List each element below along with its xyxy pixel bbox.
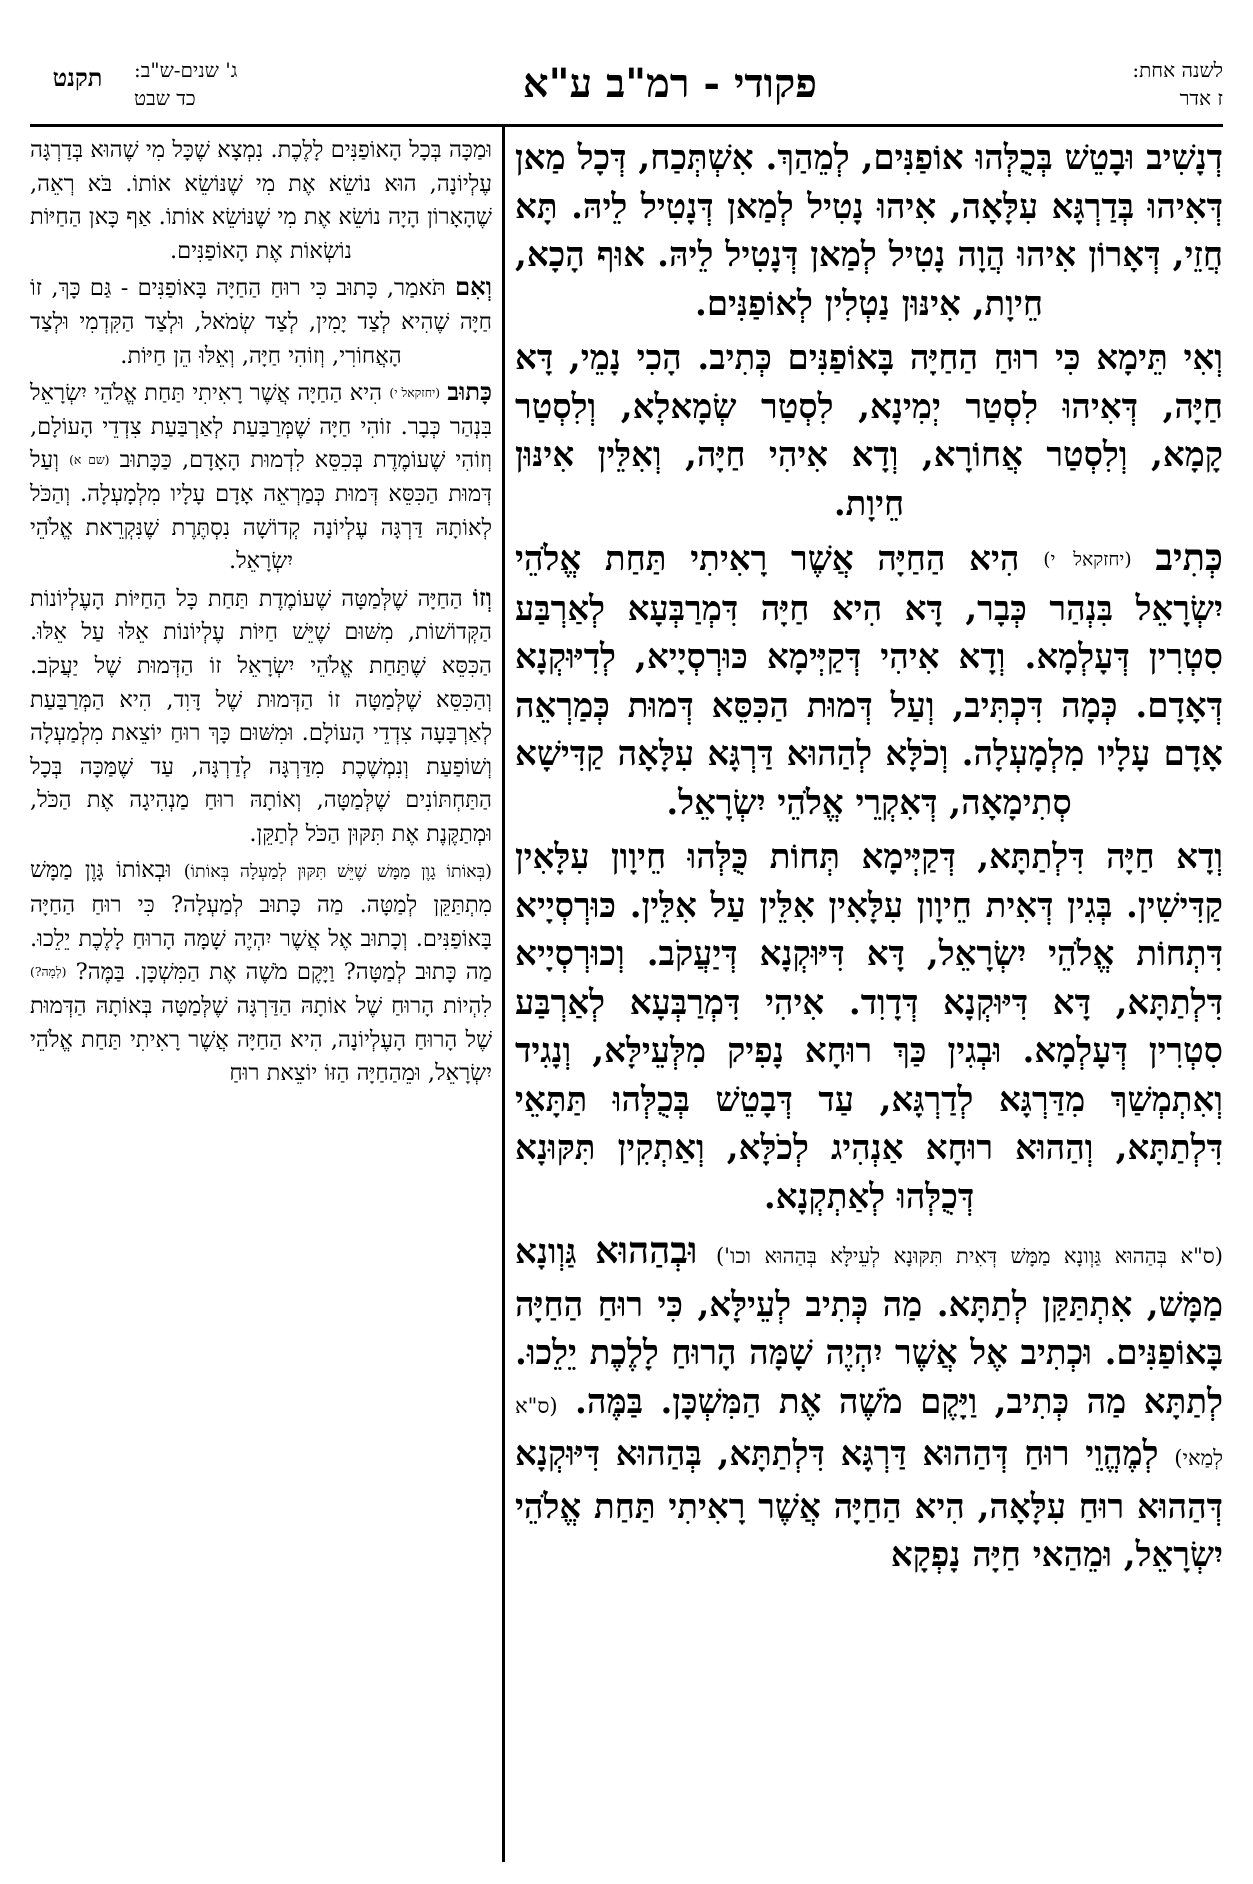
translation-paragraph bbox=[30, 854, 492, 1091]
variant-note: (ס"א בְּהַהוּא גַּוְונָא מַמָּשׁ דְּאִית תִּקּוּנָא לְעֵילָּא בְּהַהוּא וכו') bbox=[715, 1243, 1223, 1269]
main-paragraph: וְדָא חַיָּה דִּלְתַתָּא, דְּקַיְּימָא תְּחוֹת כֻּלְּהוּ חֵיוָון עִלָּאִין קַדִּישִׁין. בְּגִין דְּאִית חֵיוָון עִלָּאִין אִלֵּין עַל אִלֵּין. כּוּרְסְיָיא דִּתְחוֹת אֱלֹהֵי יִשְׂרָאֵל, דָּא דִּיּוּקְנָא דְּיַעֲקֹב. וְכוּרְסְיָיא דִּלְתַתָּא, דָּא דִּיּוּקְנָא דְּדָוִד. אִיהִי דִּמְרַבְּעָא לְאַרְבַּע סִטְרִין דְּעָלְמָא. וּבְגִין כַּךְ רוּחָא נָפִיק מִלְּעֵילָּא, וְנָגִיד וְאִתְמְשַׁךְ מִדַּרְגָּא לְדַרְגָּא, עַד דְּבָטֵשׁ בְּכֻלְּהוּ תַּתָּאֵי דִּלְתַתָּא, וְהַהוּא רוּחָא אַנְהִיג לְכֹלָּא, וְאַתְקִין תִּקּוּנָא דְּכֻלְּהוּ לְאַתְקְנָא. bbox=[515, 837, 1223, 1217]
aramaic-text-column bbox=[515, 134, 1223, 1586]
paragraph-text: הִיא הַחַיָּה אֲשֶׁר רָאִיתִי תַּחַת אֱלֹהֵי יִשְׂרָאֵל בִּנְהַר כְּבָר. זוֹהִי חַיָּה שֶׁמְּרַבַּעַת לְאַרְבַּעַת צִדְדֵי הָעוֹלָם, וְזוֹהִי שֶׁעוֹמֶדֶת בְּכִסֵּא לִדְמוּת הָאָדָם, כַּכָּתוּב bbox=[30, 380, 493, 474]
page bbox=[30, 52, 1223, 1862]
lead-word: כָּתוּב bbox=[447, 377, 492, 407]
page-number: תקנט bbox=[52, 63, 103, 92]
lead-word: כְּתִיב bbox=[1155, 536, 1224, 579]
page-header bbox=[30, 52, 1223, 124]
three-year-schedule-date: כד שבט bbox=[134, 86, 196, 110]
paragraph-text: לִהְיוֹת הָרוּחַ שֶׁל אוֹתָהּ הַדַּרְגָּה שֶׁלְּמַטָּה בְּאוֹתָהּ הַדְּמוּת שֶׁל הָרוּחַ הָעֶלְיוֹנָה, הִיא הַחַיָּה אֲשֶׁר רָאִיתִי תַּחַת אֱלֹהֵי יִשְׂרָאֵל, וּמֵהַחַיָּה הַזּוֹ יוֹצֵאת רוּחַ bbox=[30, 993, 492, 1087]
yearly-schedule-label bbox=[1063, 56, 1223, 112]
translation-paragraph bbox=[30, 270, 492, 373]
variant-note: (בְּאוֹתוֹ גָוֶן מַמָּשׁ שֶׁיֵּשׁ תִּקּוּן לְמַעְלָה בְּאוֹתוֹ) bbox=[183, 861, 492, 882]
paragraph-text: תֹּאמַר, כָּתוּב כִּי רוּחַ הַחַיָּה בָּאוֹפַנִּים - גַּם כָּךְ, זוֹ חַיָּה שֶׁהִיא לְצַד יָמִין, לְצַד שְׂמֹאל, וּלְצַד הַקִּדְמִי וּלְצַד הָאֲחוֹרִי, וְזוֹהִי חַיָּה, וְאֵלּוּ הֵן חַיּוֹת. bbox=[30, 275, 492, 369]
three-year-schedule-label bbox=[134, 56, 344, 112]
page-title: פקודי - רמ"ב ע"א bbox=[522, 60, 818, 107]
verse-reference: (יחזקאל י) bbox=[389, 386, 441, 401]
main-paragraph bbox=[515, 1227, 1223, 1580]
main-paragraph bbox=[515, 534, 1223, 827]
translation-paragraph bbox=[30, 375, 492, 579]
paragraph-text: הִיא הַחַיָּה אֲשֶׁר רָאִיתִי תַּחַת אֱלֹהֵי יִשְׂרָאֵל בִּנְהַר כְּבָר, דָּא הִיא חַיָּה דִּמְרַבְּעָא לְאַרְבַּע סִטְרִין דְּעָלְמָא. וְדָא אִיהִי דְּקַיְּימָא כּוּרְסְיָיא, לְדִיּוּקְנָא דְּאָדָם. כְּמָה דִּכְתִּיב, וְעַל דְּמוּת הַכִּסֵּא דְּמוּת כְּמַרְאֵה אָדָם עָלָיו מִלְמָעְלָה. וְכֹלָּא לְהַהוּא דַּרְגָּא עִלָּאָה קַדִּישָׁא סְתִימָאָה, דְּאִקְרֵי אֱלֹהֵי יִשְׂרָאֵל. bbox=[515, 539, 1223, 823]
yearly-schedule-title: לשנה אחת: bbox=[1132, 58, 1223, 82]
verse-reference: (שם א) bbox=[69, 453, 110, 468]
variant-note: (ס"א לְמַאי) bbox=[515, 1392, 1223, 1471]
lead-word: וְאִם bbox=[455, 272, 492, 302]
verse-reference: (לְמָה?) bbox=[30, 965, 67, 980]
main-paragraph: וְאִי תֵּימָא כִּי רוּחַ הַחַיָּה בָּאוֹפַנִּים כְּתִיב. הָכִי נָמֵי, דָּא חַיָּה, דְּאִיהוּ לִסְטַר יְמִינָא, לִסְטַר שְׂמָאלָא, וְלִסְטַר קָמָא, וְלִסְטַר אֲחוֹרָא, וְדָא אִיהִי חַיָּה, וְאִלֵּין אִינּוּן חֵיוָת. bbox=[515, 338, 1223, 524]
translation-paragraph: וּמַכָּה בְּכָל הָאוֹפַנִּים לָלֶכֶת. נִמְצָא שֶׁכָּל מִי שֶׁהוּא בְּדַרְגָּה עֶלְיוֹנָה, הוּא נוֹשֵׂא אֶת מִי שֶׁנּוֹשֵׂא אוֹתוֹ. בֹּא רְאֵה, שֶׁהָאָרוֹן הָיָה נוֹשֵׂא אֶת מִי שֶׁנּוֹשֵׂא אוֹתוֹ. אַף כָּאן הַחַיּוֹת נוֹשְׂאוֹת אֶת הָאוֹפַנִּים. bbox=[30, 137, 492, 264]
paragraph-text: לְמֶהֱוֵי רוּחַ דְּהַהוּא דַּרְגָּא דִּלְתַתָּא, בְּהַהוּא דִּיּוּקְנָא דְּהַהוּא רוּחַ עִלָּאָה, הִיא הַחַיָּה אֲשֶׁר רָאִיתִי תַּחַת אֱלֹהֵי יִשְׂרָאֵל, וּמֵהַאי חַיָּה נָפְקָא bbox=[515, 1434, 1223, 1576]
hebrew-translation-column bbox=[30, 134, 492, 1093]
paragraph-text: וְעַל דְּמוּת הַכִּסֵּא דְּמוּת כְּמַרְאֵה אָדָם עָלָיו מִלְמָעְלָה. וְהַכֹּל לְאוֹתָהּ דַּרְגָּה עֶלְיוֹנָה קְדוֹשָׁה נִסְתֶּרֶת שֶׁנִּקְרֵאת אֱלֹהֵי יִשְׂרָאֵל. bbox=[30, 447, 492, 575]
yearly-schedule-date: ז אדר bbox=[1179, 86, 1223, 110]
main-paragraph: דְנָשִׁיב וּבָטֵשׁ בְּכֻלְּהוּ אוֹפַנִּים, לְמֵהַךְ. אִשְׁתְּכַח, דְּכָל מַאן דְּאִיהוּ בְּדַרְגָּא עִלָּאָה, אִיהוּ נָטִיל לְמַאן דְּנָטִיל לֵיהּ. תָּא חֲזֵי, דְּאָרוֹן אִיהוּ הֲוָה נָטִיל לְמַאן דְּנָטִיל לֵיהּ. אוּף הָכָא, חֵיוָת, אִינּוּן נַטְלִין לְאוֹפַנִּים. bbox=[515, 138, 1223, 324]
verse-reference: (יחזקאל י) bbox=[1043, 549, 1132, 571]
header-divider bbox=[30, 124, 1223, 127]
lead-word: וּבְהַהוּא bbox=[595, 1229, 698, 1273]
lead-word: וְזוֹ bbox=[472, 582, 492, 612]
three-year-schedule-title: ג' שנים-ש"ב: bbox=[134, 58, 238, 82]
column-divider bbox=[502, 127, 505, 1862]
paragraph-text: וּבְאוֹתוֹ גָּוֶן מַמָּשׁ מִתְתַּקֵּן לְמַטָּה. מַה כָּתוּב לְמַעְלָה? כִּי רוּחַ הַחַיָּה בָּאוֹפַנִּים. וְכָתוּב אֶל אֲשֶׁר יִהְיֶה שָׁמָּה הָרוּחַ לָלֶכֶת יֵלֵכוּ. מַה כָּתוּב לְמַטָּה? וַיָּקֶם מֹשֶׁה אֶת הַמִּשְׁכָּן. בַּמֶּה? bbox=[30, 856, 492, 986]
translation-paragraph bbox=[30, 581, 492, 852]
paragraph-text: גַּוְונָא מַמָּשׁ, אִתְתַּקַּן לְתַתָּא. מַה כְּתִיב לְעֵילָּא, כִּי רוּחַ הַחַיָּה בָּאוֹפַנִּים. וּכְתִיב אֶל אֲשֶׁר יִהְיֶה שָׁמָּה הָרוּחַ לָלֶכֶת יֵלֵכוּ. לְתַתָּא מַה כְּתִיב, וַיָּקֶם מֹשֶׁה אֶת הַמִּשְׁכָּן. בַּמֶּה. bbox=[515, 1232, 1223, 1422]
paragraph-text: הַחַיָּה שֶׁלְּמַטָּה שֶׁעוֹמֶדֶת תַּחַת כָּל הַחַיּוֹת הָעֶלְיוֹנוֹת הַקְּדוֹשׁוֹת, מִשּׁוּם שֶׁיֵּשׁ חַיּוֹת עֶלְיוֹנוֹת אֵלּוּ עַל אֵלּוּ. הַכִּסֵּא שֶׁתַּחַת אֱלֹהֵי יִשְׂרָאֵל זוֹ הַדְּמוּת שֶׁל יַעֲקֹב. וְהַכִּסֵּא שֶׁלְּמַטָּה זוֹ הַדְּמוּת שֶׁל דָּוִד, הִיא הַמְּרַבַּעַת לְאַרְבָּעָה צִדְדֵי הָעוֹלָם. וּמִשּׁוּם כָּךְ רוּחַ יוֹצֵאת מִלְמַעְלָה וְשׁוֹפַעַת וְנִמְשֶׁכֶת מִדַּרְגָּה לְדַרְגָּה, עַד שֶׁמַּכָּה בְּכָל הַתַּחְתּוֹנִים שֶׁלְּמַטָּה, וְאוֹתָהּ רוּחַ מַנְהִיגָה אֶת הַכֹּל, וּמְתַקֶּנֶת אֶת תִּקּוּן הַכֹּל לְתַקֵּן. bbox=[30, 585, 492, 847]
